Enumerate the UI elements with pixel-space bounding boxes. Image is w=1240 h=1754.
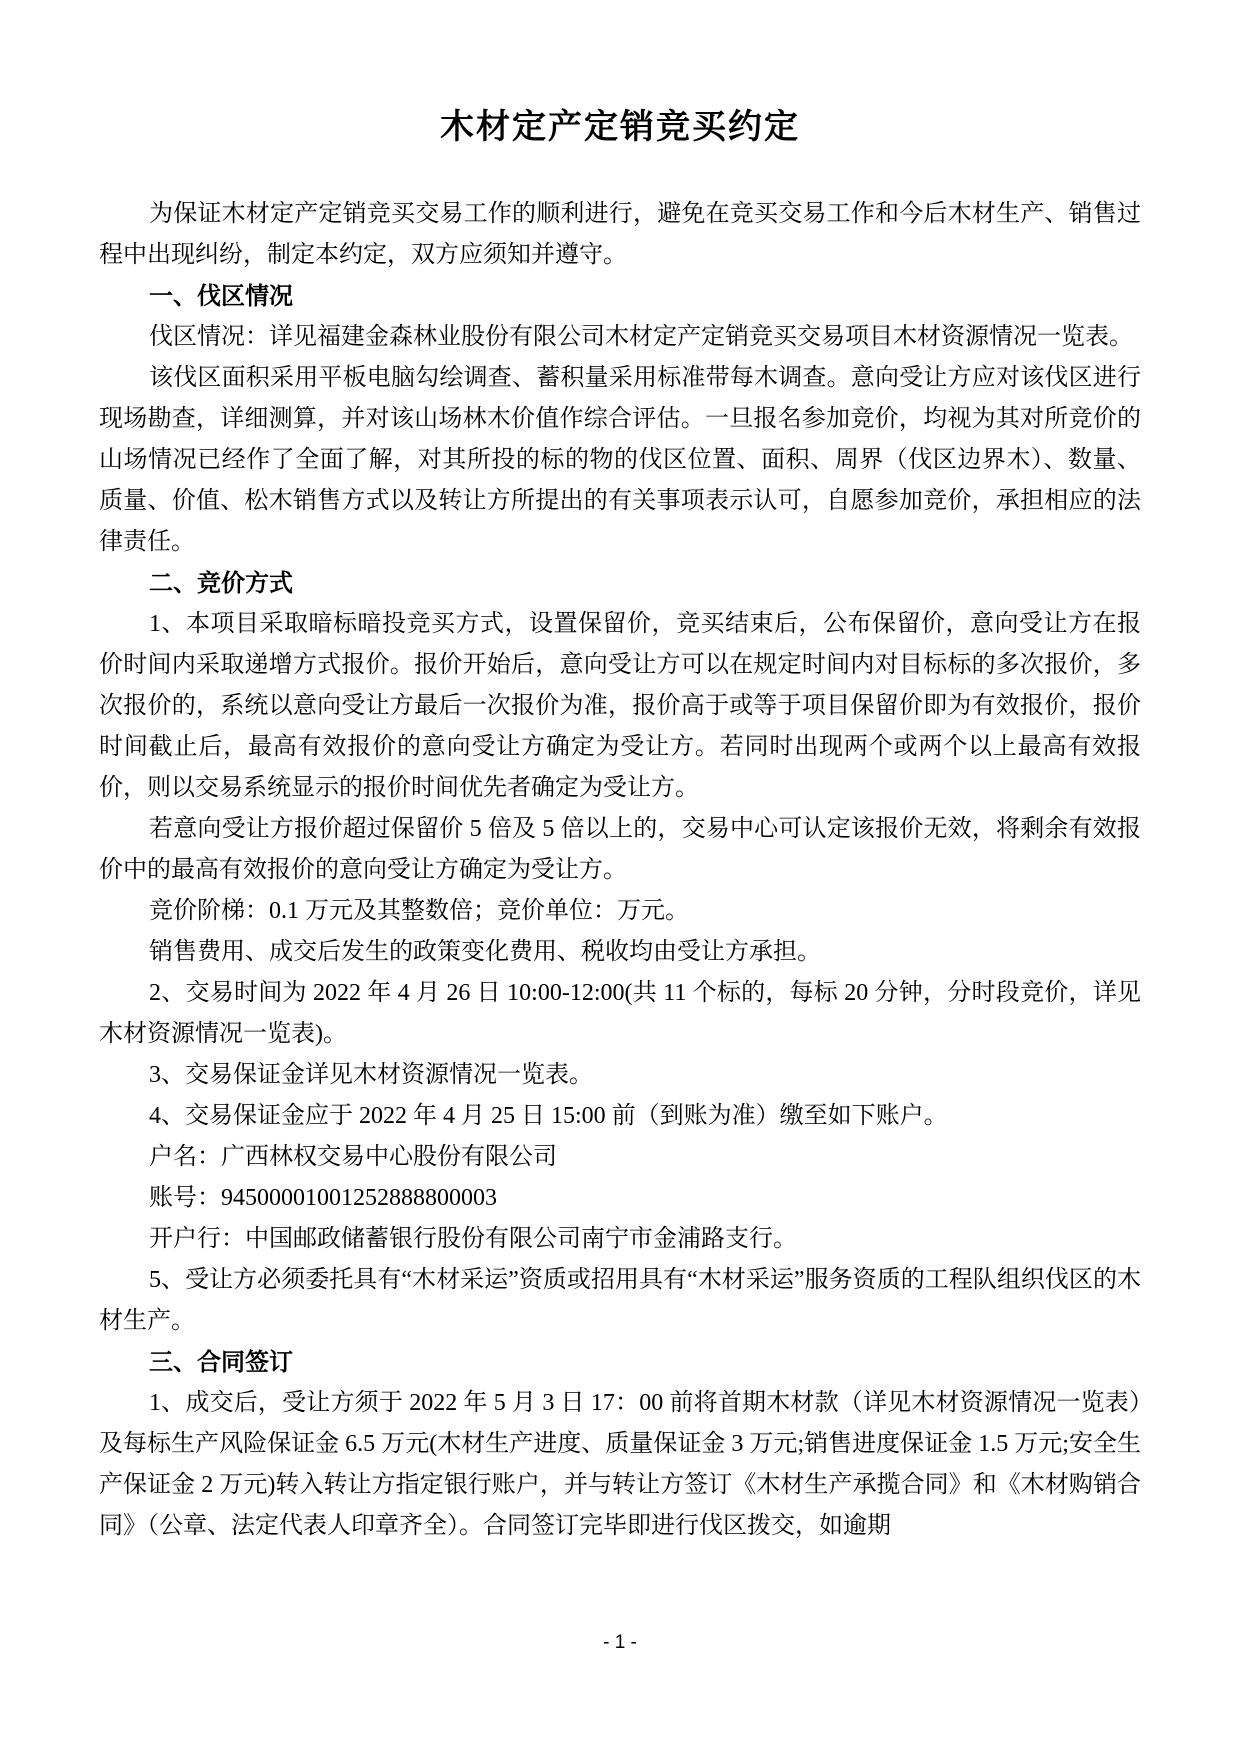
paragraph-fees: 销售费用、成交后发生的政策变化费用、税收均由受让方承担。 bbox=[149, 939, 821, 965]
section-heading-2: 二、竞价方式 bbox=[149, 570, 293, 597]
paragraph-trade-time: 2、交易时间为 2022 年 4 月 26 日 10:00-12:00(共 11 个标的，每标 20 分钟，分时段竞价，详见木材资源情况一览表)。 bbox=[99, 980, 1141, 1047]
paragraph-bidding-method: 1、本项目采取暗标暗投竞买方式，设置保留价，竞买结束后，公布保留价，意向受让方在报价时间内采取递增方式报价。报价开始后，意向受让方可以在规定时间内对目标标的多次报价，多次报价的，系统以意向受让方最后一次报价为准，报价高于或等于项目保留价即为有效报价，报价时间截止后，最高有效报价的意向受让方确定为受让方。若同时出现两个或两个以上最高有效报价，则以交易系统显示的报价时间优先者确定为受让方。 bbox=[99, 611, 1141, 801]
paragraph-bid-increment: 竞价阶梯：0.1 万元及其整数倍；竞价单位：万元。 bbox=[149, 898, 689, 924]
account-name-line: 户名：广西林权交易中心股份有限公司 bbox=[149, 1144, 557, 1170]
document-title: 木材定产定销竞买约定 bbox=[440, 109, 800, 146]
section-heading-3: 三、合同签订 bbox=[149, 1349, 293, 1376]
paragraph-qualification: 5、受让方必须委托具有“木材采运”资质或招用具有“木材采运”服务资质的工程队组织伐区的木材生产。 bbox=[99, 1267, 1141, 1334]
document-body bbox=[99, 194, 1141, 1547]
intro-paragraph: 为保证木材定产定销竞买交易工作的顺利进行，避免在竞买交易工作和今后木材生产、销售过程中出现纠纷，制定本约定，双方应须知并遵守。 bbox=[99, 201, 1141, 268]
paragraph-invalid-bid-rule: 若意向受让方报价超过保留价 5 倍及 5 倍以上的，交易中心可认定该报价无效，将剩余有效报价中的最高有效报价的意向受让方确定为受让方。 bbox=[99, 816, 1141, 883]
bank-branch-line: 开户行：中国邮政储蓄银行股份有限公司南宁市金浦路支行。 bbox=[149, 1226, 797, 1252]
paragraph-deposit-deadline: 4、交易保证金应于 2022 年 4 月 25 日 15:00 前（到账为准）缴至如下账户。 bbox=[149, 1103, 948, 1129]
paragraph-deposit-ref: 3、交易保证金详见木材资源情况一览表。 bbox=[149, 1062, 593, 1088]
section-heading-1: 一、伐区情况 bbox=[149, 283, 293, 310]
paragraph-contract-signing: 1、成交后，受让方须于 2022 年 5 月 3 日 17：00 前将首期木材款（详见木材资源情况一览表）及每标生产风险保证金 6.5 万元(木材生产进度、质量保证金 3 万元;销售进度保证金 1.5 万元;安全生产保证金 2 万元)转入转让方指定银行账户，并与转让方签订《木材生产承揽合同》和《木材购销合同》（公章、法定代表人印章齐全）。合同签订完毕即进行伐区拨交，如逾期 bbox=[99, 1390, 1141, 1539]
page-number: - 1 - bbox=[603, 1632, 637, 1653]
paragraph-felling-area: 伐区情况：详见福建金森林业股份有限公司木材定产定销竞买交易项目木材资源情况一览表。 bbox=[149, 324, 1133, 350]
paragraph-survey-method: 该伐区面积采用平板电脑勾绘调查、蓄积量采用标准带每木调查。意向受让方应对该伐区进行现场勘查，详细测算，并对该山场林木价值作综合评估。一旦报名参加竞价，均视为其对所竞价的山场情况已经作了全面了解，对其所投的标的物的伐区位置、面积、周界（伐区边界木）、数量、质量、价值、松木销售方式以及转让方所提出的有关事项表示认可，自愿参加竞价，承担相应的法律责任。 bbox=[99, 365, 1141, 555]
account-number-line: 账号：94500001001252888800003 bbox=[149, 1185, 497, 1211]
